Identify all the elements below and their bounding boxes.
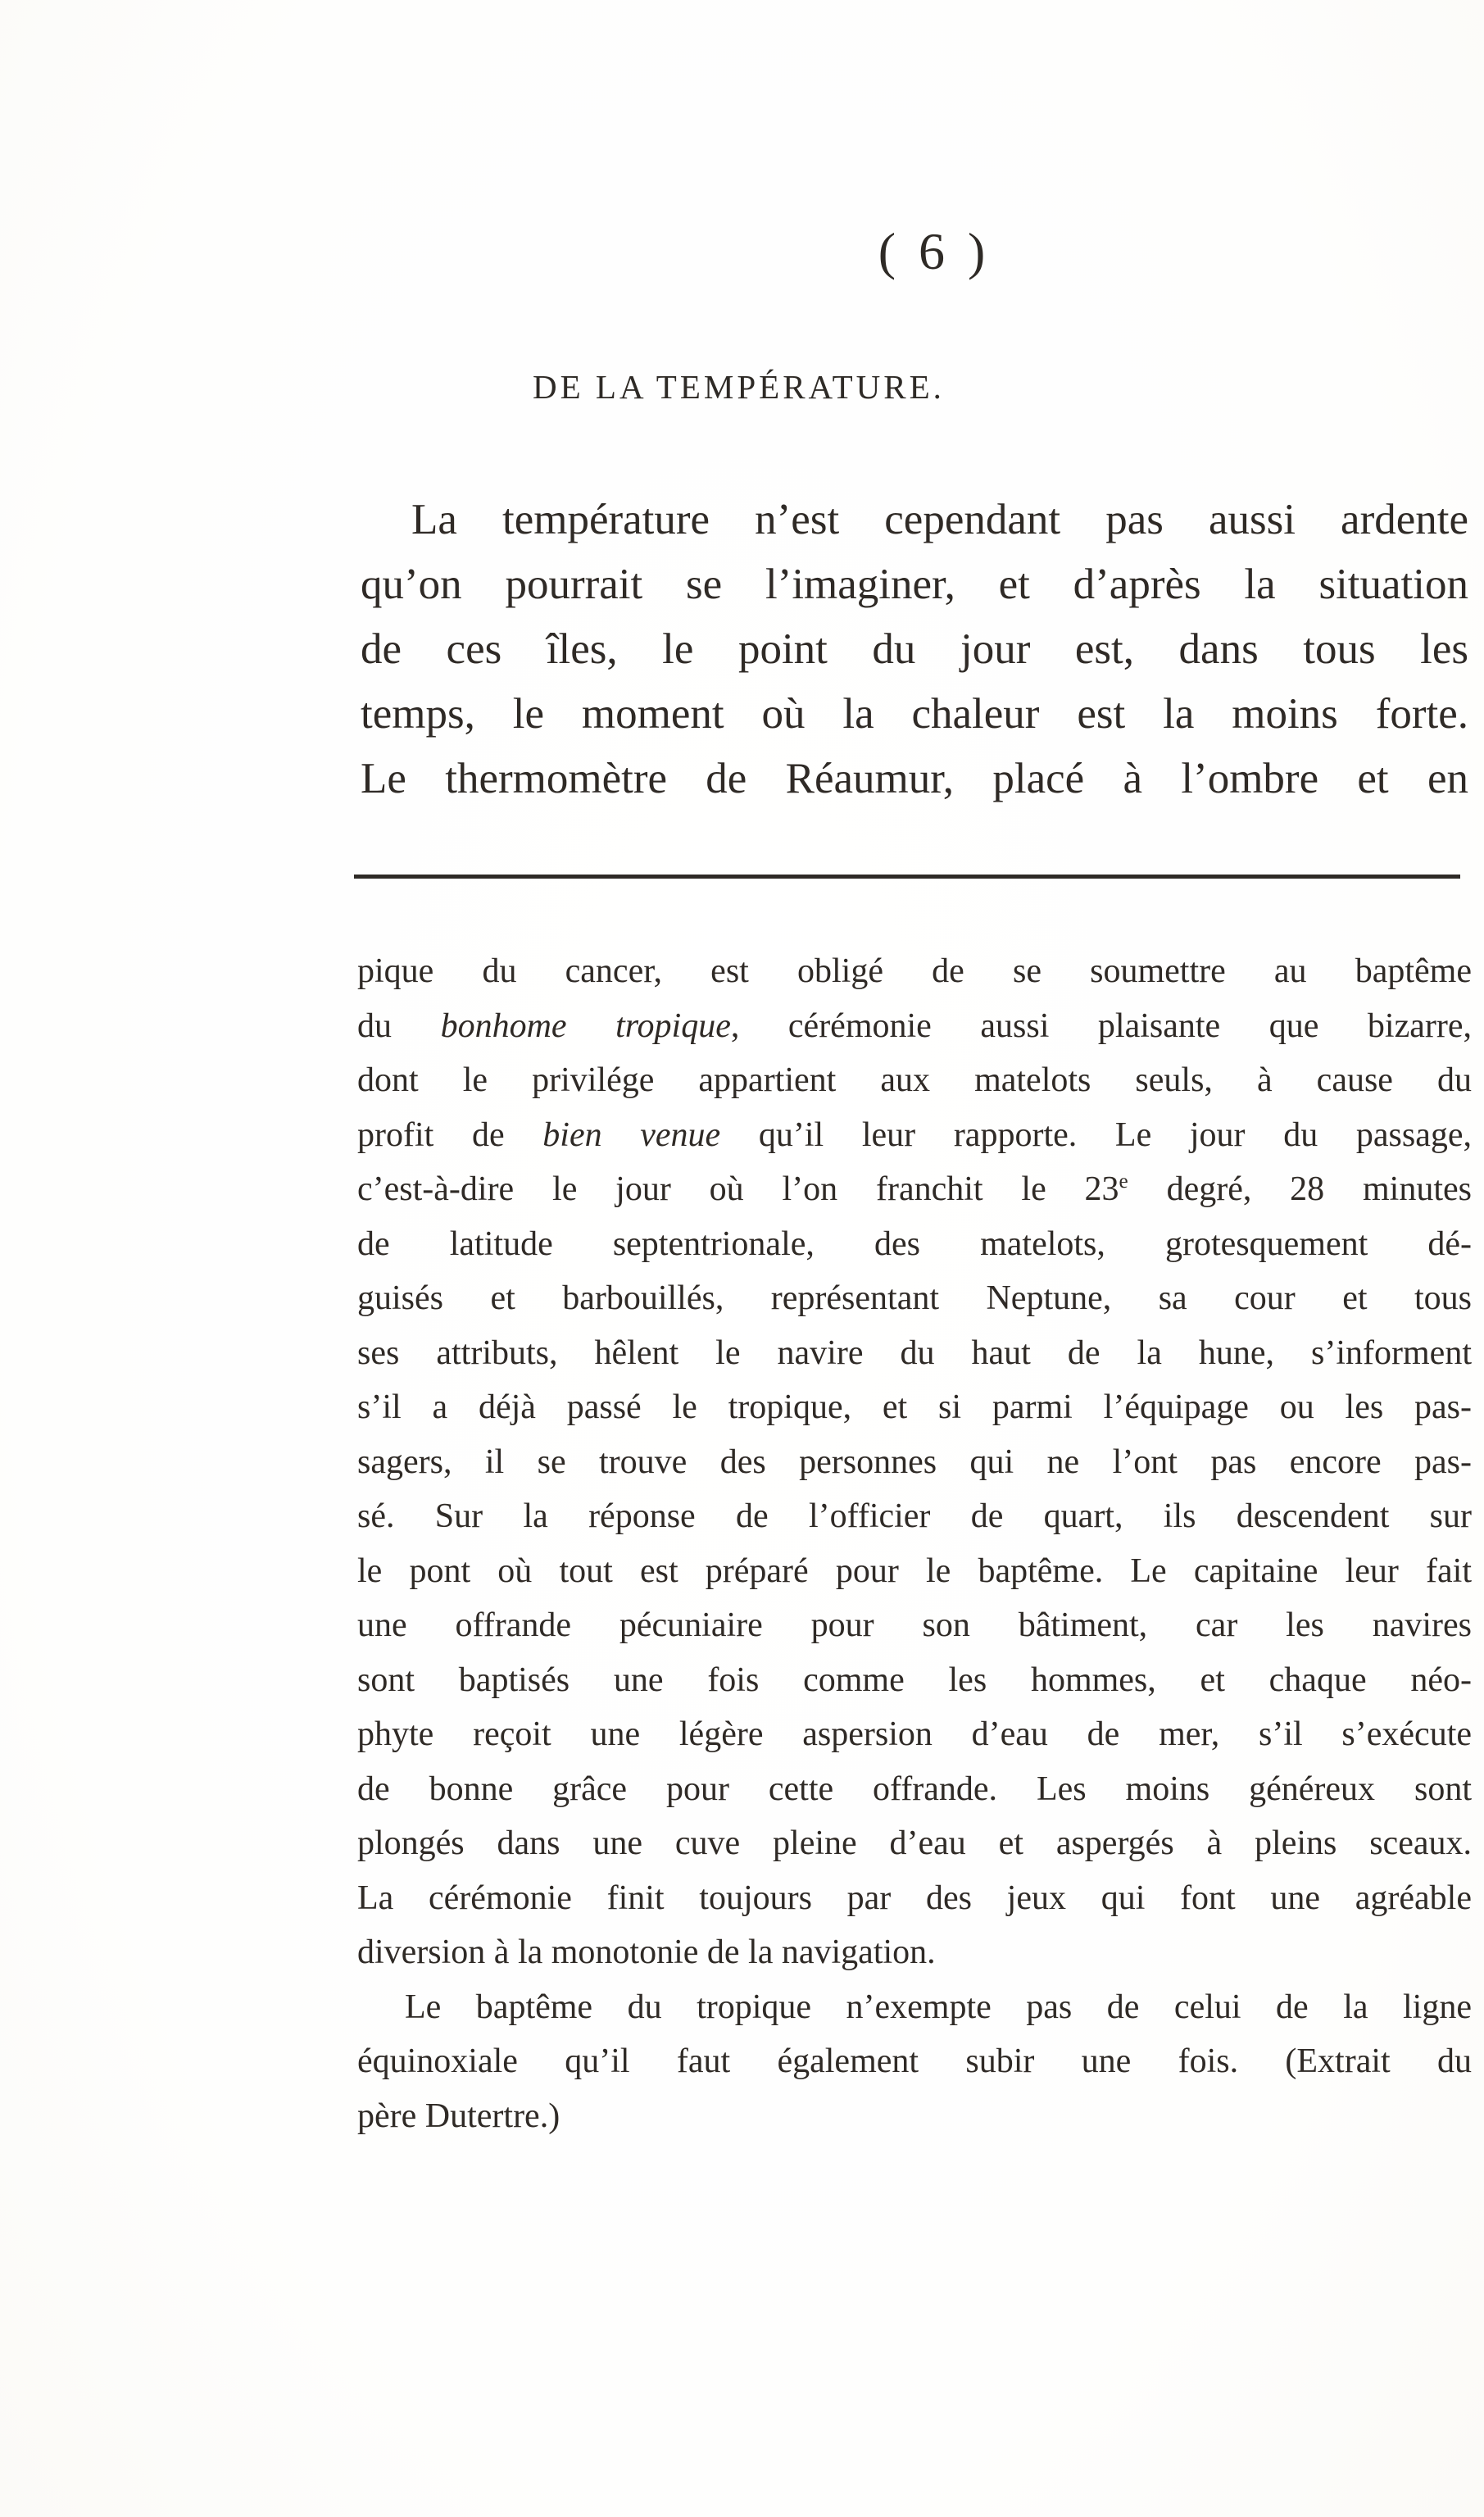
footnote-separator-rule — [354, 875, 1460, 879]
ordinal-superscript: e — [1119, 1170, 1128, 1193]
footnote-line: La cérémonie finit toujours par des jeux qui font une agréable — [357, 1879, 1472, 1917]
body-line: qu’on pourrait se l’imaginer, et d’après la situation — [361, 561, 1468, 608]
footnote — [357, 944, 1472, 2143]
footnote-line: diversion à la monotonie de la navigation. — [357, 1933, 936, 1971]
footnote-line: phyte reçoit une légère aspersion d’eau de mer, s’il s’exécute — [357, 1715, 1472, 1753]
footnote-line: le pont où tout est préparé pour le baptême. Le capitaine leur fait — [357, 1552, 1472, 1590]
footnote-line: du bonhome tropique, cérémonie aussi plaisante que bizarre, — [357, 1006, 1473, 1045]
footnote-line: de bonne grâce pour cette offrande. Les moins généreux sont — [357, 1770, 1472, 1808]
page-number: ( 6 ) — [878, 222, 991, 280]
body-line: La température n’est cependant pas aussi ardente — [411, 496, 1468, 543]
footnote-line: sont baptisés une fois comme les hommes, et chaque néo- — [357, 1661, 1472, 1699]
footnote-line: Le baptême du tropique n’exempte pas de celui de la ligne — [405, 1988, 1472, 2026]
body-line: Le thermomètre de Réaumur, placé à l’ombre et en — [361, 755, 1468, 802]
italic-text: bien venue — [542, 1115, 721, 1154]
footnote-line: pique du cancer, est obligé de se soumettre au baptême — [357, 952, 1472, 990]
section-heading: DE LA TEMPÉRATURE. — [533, 368, 945, 406]
footnote-line: plongés dans une cuve pleine d’eau et aspergés à pleins sceaux. — [357, 1824, 1472, 1862]
footnote-line: équinoxiale qu’il faut également subir une fois. (Extrait du — [357, 2042, 1472, 2080]
body-line: temps, le moment où la chaleur est la moins forte. — [361, 690, 1468, 738]
footnote-line: sé. Sur la réponse de l’officier de quart, ils descendent sur — [357, 1497, 1472, 1535]
footnote-line: père Dutertre.) — [357, 2097, 560, 2135]
footnote-line: c’est-à-dire le jour où l’on franchit le 23e degré, 28 minutes — [357, 1170, 1472, 1208]
footnote-line: de latitude septentrionale, des matelots, grotesquement dé- — [357, 1224, 1472, 1263]
footnote-line: ses attributs, hêlent le navire du haut de la hune, s’informent — [357, 1333, 1472, 1372]
italic-text: bonhome tropique — [440, 1006, 731, 1045]
footnote-line: dont le privilége appartient aux matelots seuls, à cause du — [357, 1061, 1472, 1099]
footnote-line: sagers, il se trouve des personnes qui ne l’ont pas encore pas- — [357, 1443, 1472, 1481]
footnote-line: une offrande pécuniaire pour son bâtiment, car les navires — [357, 1606, 1472, 1644]
footnote-line: s’il a déjà passé le tropique, et si parmi l’équipage ou les pas- — [357, 1388, 1472, 1426]
footnote-line: profit de bien venue qu’il leur rapporte. Le jour du passage, — [357, 1115, 1472, 1154]
body-line: de ces îles, le point du jour est, dans tous les — [361, 625, 1468, 673]
main-paragraph — [361, 488, 1468, 811]
footnote-line: guisés et barbouillés, représentant Neptune, sa cour et tous — [357, 1279, 1472, 1317]
